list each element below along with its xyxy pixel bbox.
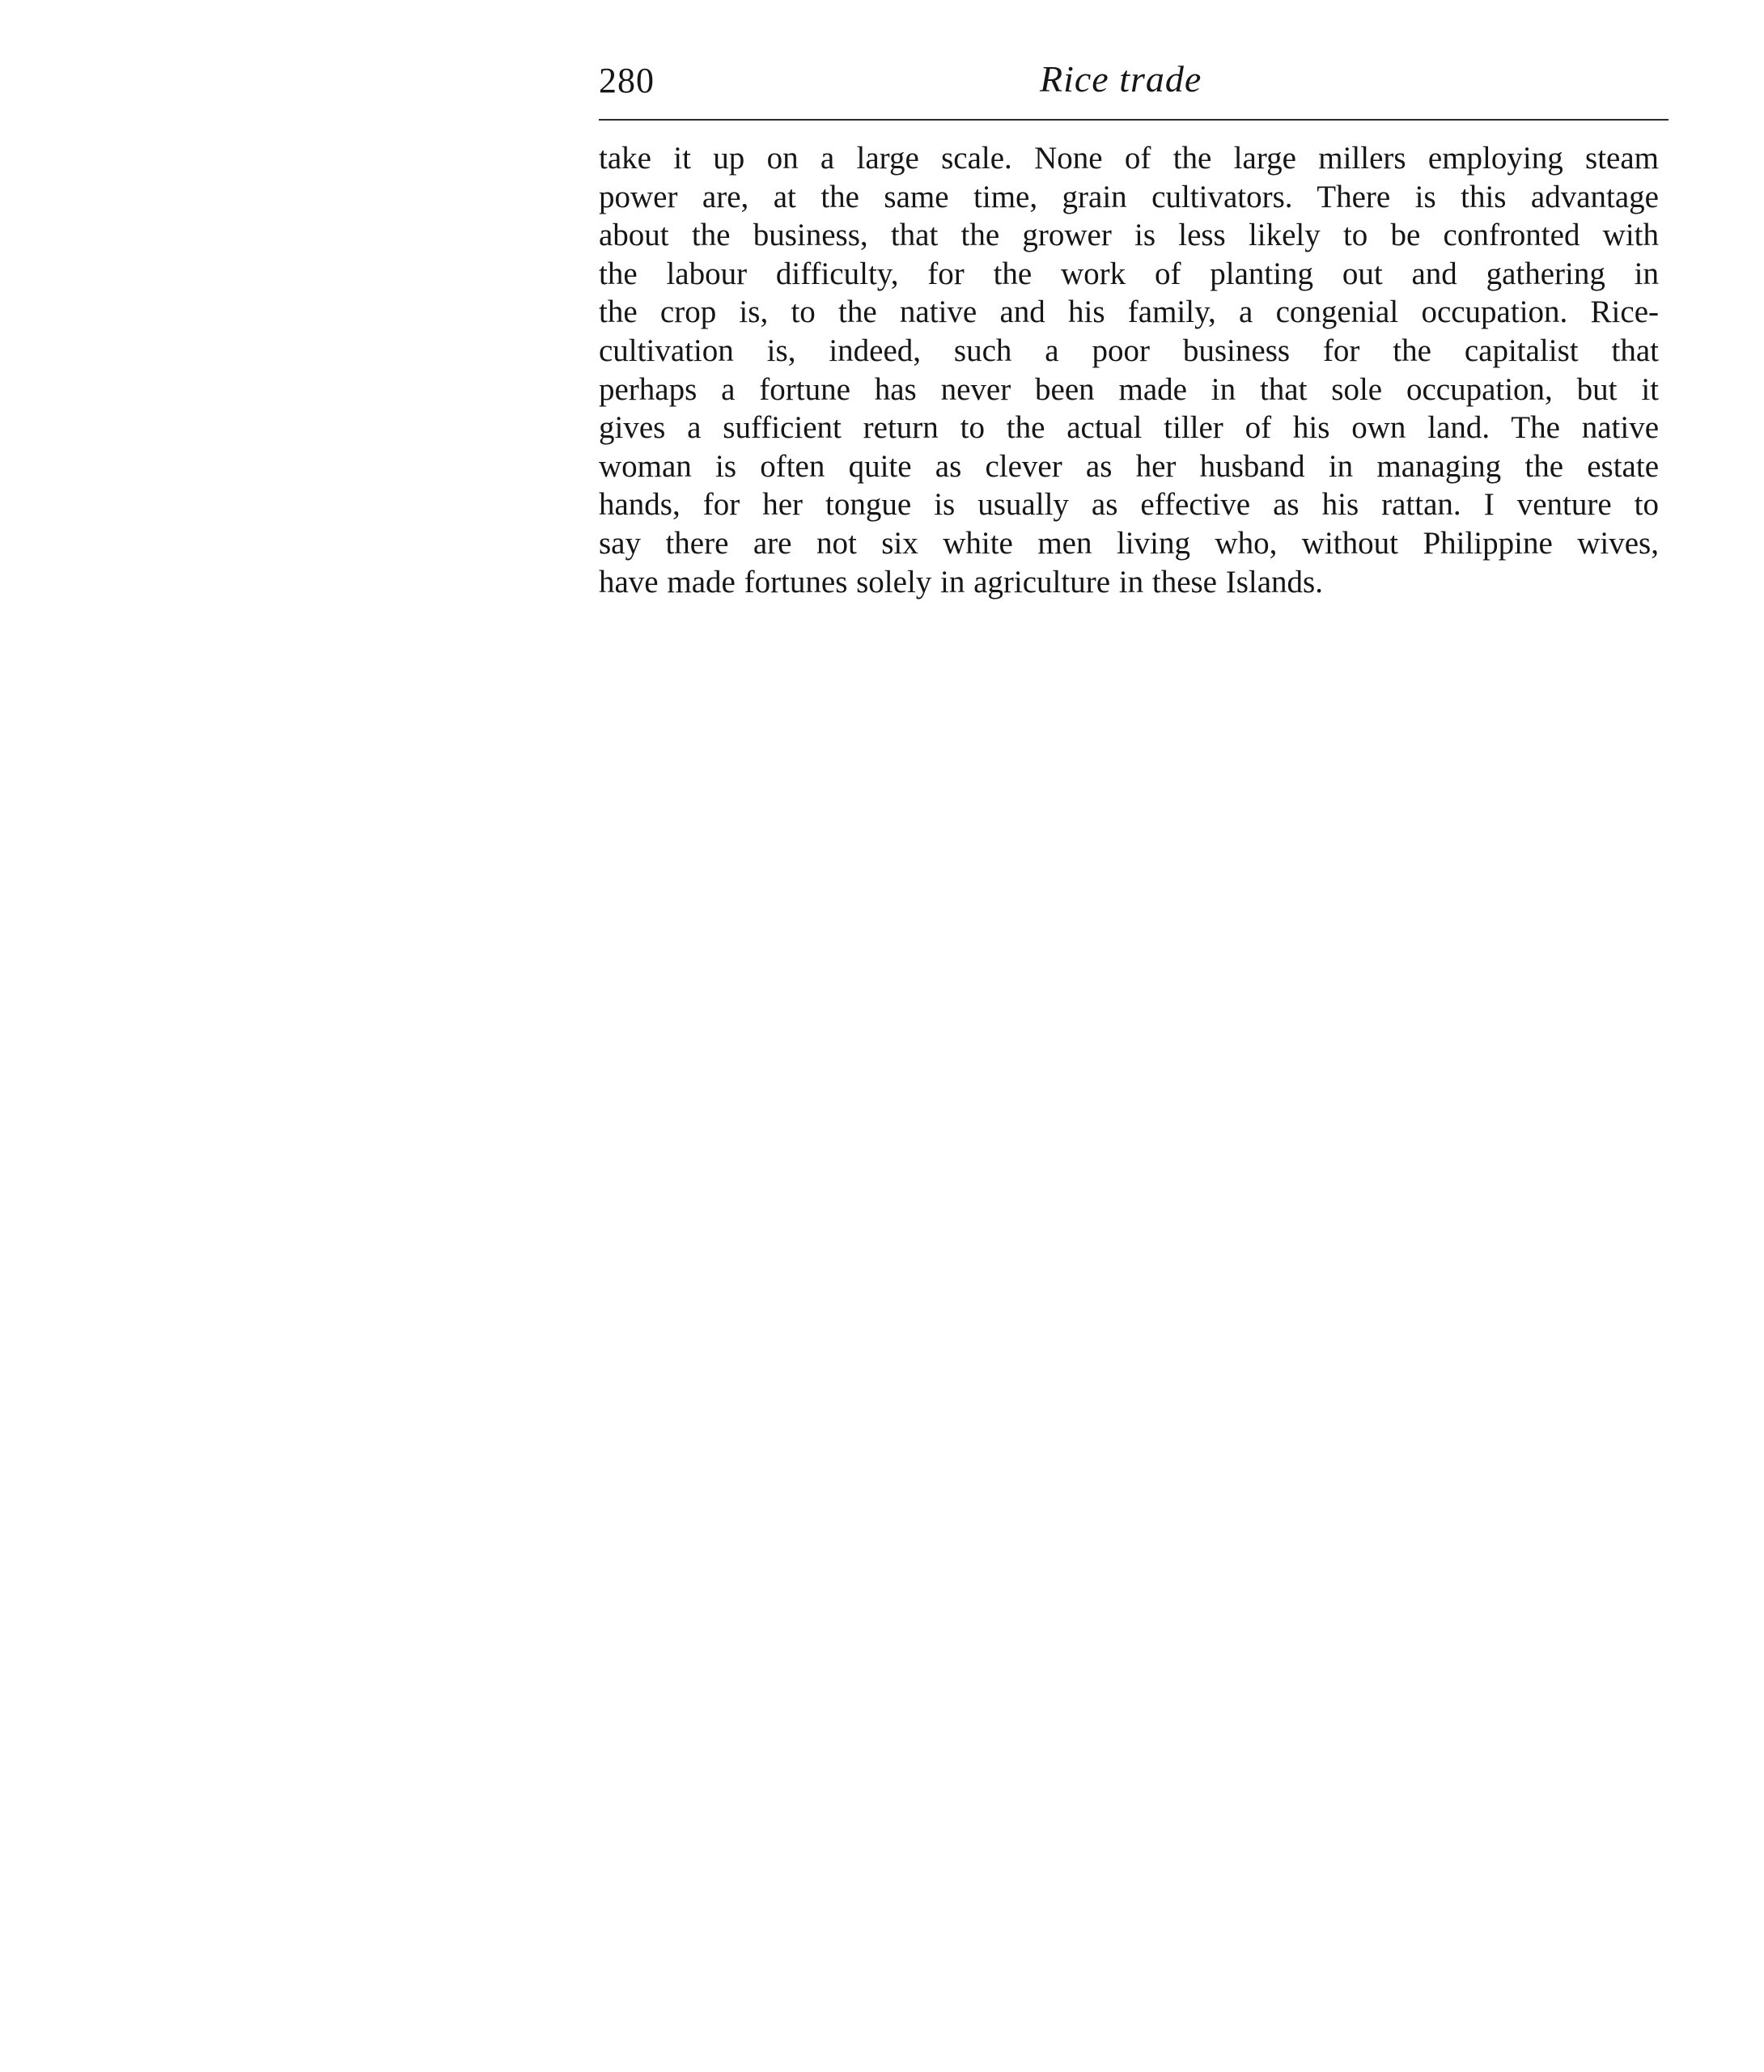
text-line: perhaps a fortune has never been made in that sole occupation, but it bbox=[599, 371, 1659, 407]
text-line: take it up on a large scale. None of the large millers employing steam bbox=[599, 141, 1659, 176]
page-number: 280 bbox=[599, 61, 655, 100]
running-title: Rice trade bbox=[1040, 58, 1202, 100]
text-line: woman is often quite as clever as her husband in managing the estate bbox=[599, 448, 1659, 484]
text-line: hands, for her tongue is usually as effective as his rattan. I venture to bbox=[599, 487, 1659, 523]
text-line: gives a sufficient return to the actual tiller of his own land. The native bbox=[599, 410, 1659, 446]
body-paragraph bbox=[599, 139, 1659, 601]
text-line: the crop is, to the native and his family, a congenial occupation. Rice- bbox=[599, 294, 1659, 330]
text-line: about the business, that the grower is less likely to be confronted with bbox=[599, 218, 1659, 253]
header-rule bbox=[599, 119, 1669, 121]
text-line: have made fortunes solely in agriculture in these Islands. bbox=[599, 564, 1323, 600]
text-line: power are, at the same time, grain cultivators. There is this advantage bbox=[599, 179, 1659, 214]
text-line: the labour difficulty, for the work of planting out and gathering in bbox=[599, 256, 1659, 291]
text-line: say there are not six white men living who, without Philippine wives, bbox=[599, 525, 1659, 561]
running-head bbox=[599, 50, 1669, 115]
text-line: cultivation is, indeed, such a poor business for the capitalist that bbox=[599, 333, 1659, 368]
